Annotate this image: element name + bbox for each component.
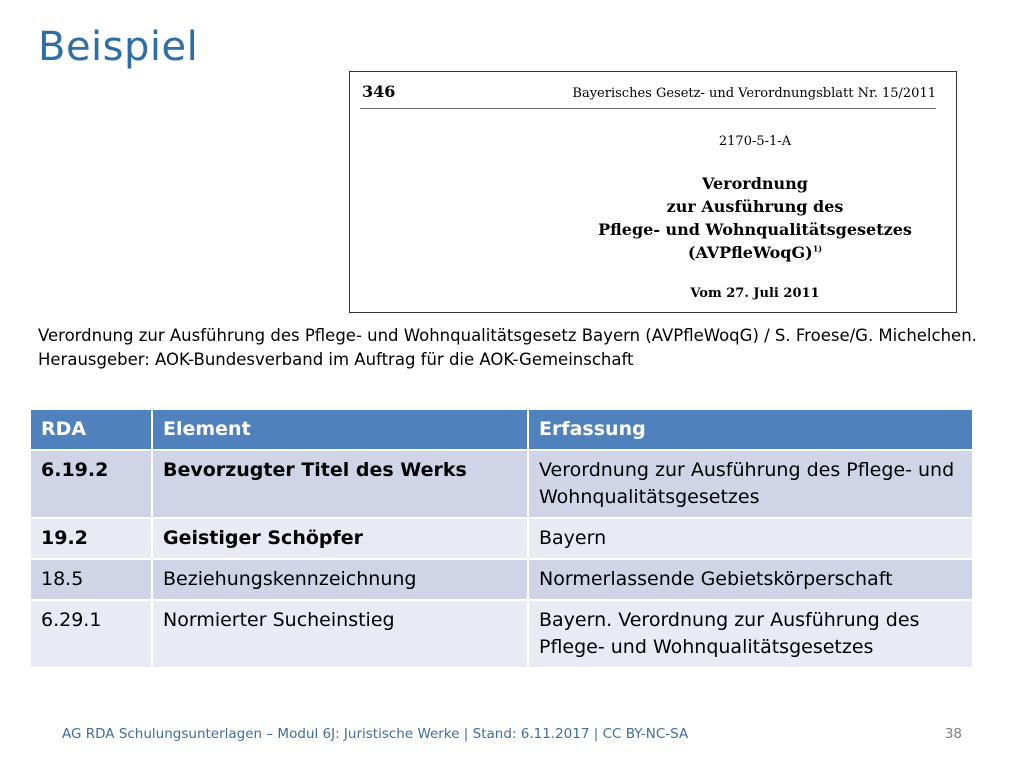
document-title-line: Verordnung <box>702 174 808 193</box>
document-page-number: 346 <box>362 82 396 101</box>
rda-table <box>29 408 974 669</box>
document-title <box>560 172 950 264</box>
footnote-mark: 1) <box>812 243 823 254</box>
element-cell: Normierter Sucheinstieg <box>152 600 528 668</box>
table-row <box>30 450 973 518</box>
document-title-line: zur Ausführung des <box>666 197 844 216</box>
erfassung-cell: Normerlassende Gebietskörperschaft <box>528 559 973 600</box>
document-code: 2170-5-1-A <box>718 134 792 149</box>
rda-number-cell: 6.29.1 <box>30 600 152 668</box>
column-header-rda: RDA <box>30 409 152 450</box>
table-row <box>30 600 973 668</box>
table-row <box>30 559 973 600</box>
document-header <box>360 82 936 109</box>
rda-number-cell: 18.5 <box>30 559 152 600</box>
table-header-row <box>30 409 973 450</box>
erfassung-cell: Bayern <box>528 518 973 559</box>
element-cell: Geistiger Schöpfer <box>152 518 528 559</box>
slide-footer: AG RDA Schulungsunterlagen – Modul 6J: Juristische Werke | Stand: 6.11.2017 | CC BY-NC-SA <box>62 726 689 742</box>
slide-number: 38 <box>944 726 962 742</box>
citation-caption: Verordnung zur Ausführung des Pflege- und Wohnqualitätsgesetz Bayern (AVPfleWoqG) / S. Froese/G. Michelchen. Herausgeber: AOK-Bundesverband im Auftrag für die AOK-Gemeinschaft <box>38 326 977 369</box>
rda-number-cell: 19.2 <box>30 518 152 559</box>
rda-number-cell: 6.19.2 <box>30 450 152 518</box>
element-cell: Beziehungskennzeichnung <box>152 559 528 600</box>
document-scan-image <box>349 71 957 313</box>
column-header-element: Element <box>152 409 528 450</box>
erfassung-cell: Verordnung zur Ausführung des Pflege- und Wohnqualitätsgesetzes <box>528 450 973 518</box>
document-date: Vom 27. Juli 2011 <box>690 286 820 301</box>
document-title-line: Pflege- und Wohnqualitätsgesetzes <box>598 220 912 239</box>
gazette-name: Bayerisches Gesetz- und Verordnungsblatt Nr. 15/2011 <box>572 86 936 101</box>
table-row <box>30 518 973 559</box>
element-cell: Bevorzugter Titel des Werks <box>152 450 528 518</box>
document-title-line <box>560 241 950 264</box>
column-header-erfassung: Erfassung <box>528 409 973 450</box>
document-abbreviation: (AVPfleWoqG) <box>687 243 813 262</box>
erfassung-cell: Bayern. Verordnung zur Ausführung des Pflege- und Wohnqualitätsgesetzes <box>528 600 973 668</box>
slide-title: Beispiel <box>38 24 199 70</box>
